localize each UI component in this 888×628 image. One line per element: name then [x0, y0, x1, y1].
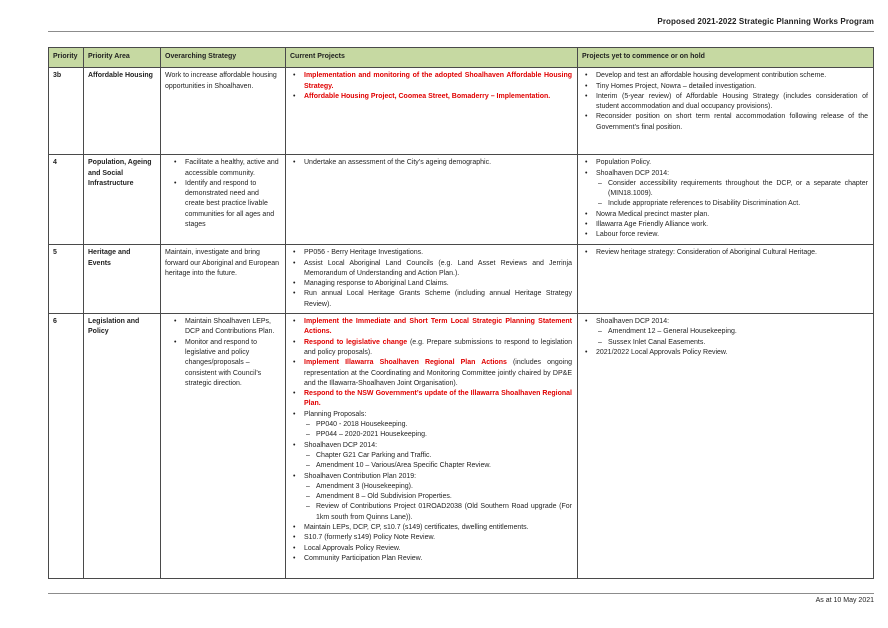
bullet-marker: • — [293, 290, 296, 298]
text-segment: Maintain LEPs, DCP, CP, s10.7 (s149) certificates, dwelling entitlements. — [304, 524, 529, 532]
item-text — [185, 338, 280, 389]
as-at-date: As at 10 May 2021 — [815, 597, 874, 605]
item-text — [304, 317, 572, 338]
text-segment: Reconsider position on short term rental accommodation following release of the Government’s final position. — [596, 113, 868, 131]
document-page — [48, 0, 874, 604]
item-text — [304, 338, 572, 359]
item-text — [304, 71, 572, 92]
text-segment: Monitor and respond to legislative and policy changes/proposals – consistent with Council’s strategic direction. — [185, 338, 262, 387]
bullet-marker: • — [293, 390, 296, 398]
text-segment: Maintain Shoalhaven LEPs, DCP and Contributions Plan. — [185, 318, 275, 336]
text-segment: PP040 - 2018 Housekeeping. — [316, 421, 408, 429]
text-segment: PP056 - Berry Heritage Investigations. — [304, 249, 424, 257]
text-segment: Chapter G21 Car Parking and Traffic. — [316, 451, 432, 459]
item-text — [304, 358, 572, 389]
text-segment: Tiny Homes Project, Nowra – detailed investigation. — [596, 82, 757, 90]
bullet-item — [290, 410, 572, 420]
bullet-item — [290, 289, 572, 310]
dash-item — [290, 430, 572, 440]
text-segment: Run annual Local Heritage Grants Scheme (including annual Heritage Strategy Review). — [304, 290, 572, 308]
text-segment: Amendment 12 – General Housekeeping. — [608, 328, 737, 336]
bullet-marker: • — [293, 92, 296, 100]
bullet-marker: • — [585, 318, 588, 326]
bullet-item — [290, 338, 572, 359]
bullet-marker: • — [585, 159, 588, 167]
text-segment: Amendment 8 – Old Subdivision Properties. — [316, 493, 452, 501]
item-text — [596, 92, 868, 113]
item-text — [304, 248, 572, 258]
bullet-item — [582, 348, 868, 358]
emphasis-segment: Implementation and monitoring of the adopted Shoalhaven Affordable Housing Strategy. — [304, 72, 572, 90]
bullet-item — [290, 533, 572, 543]
text-segment: (includes ongoing representation at the Coordinating and Monitoring Committee jointly chaired by DP&E and the Illawarra-Shoalhaven Joint Organisation). — [304, 359, 572, 387]
bullet-marker: • — [293, 338, 296, 346]
item-text — [596, 71, 868, 81]
bullet-item — [582, 220, 868, 230]
item-text — [596, 158, 868, 168]
item-text — [304, 259, 572, 280]
dash-item — [290, 492, 572, 502]
item-text — [304, 533, 572, 543]
bullet-item — [290, 92, 572, 102]
dash-item — [582, 179, 868, 200]
item-text — [596, 210, 868, 220]
item-text — [316, 492, 572, 502]
column-header-priority-area: Priority Area — [84, 48, 161, 68]
bullet-marker: • — [585, 221, 588, 229]
bullet-marker: • — [293, 249, 296, 257]
item-text — [304, 544, 572, 554]
text-segment: Amendment 3 (Housekeeping). — [316, 482, 413, 490]
dash-marker: – — [306, 493, 310, 501]
bullet-marker: • — [585, 82, 588, 90]
bullet-marker: • — [585, 231, 588, 239]
current-projects-cell — [286, 68, 578, 155]
emphasis-segment: Affordable Housing Project, Coomea Street, Bomaderry – Implementation. — [304, 92, 551, 100]
bullet-item — [582, 230, 868, 240]
item-text — [185, 158, 280, 179]
text-segment: Amendment 10 – Various/Area Specific Chapter Review. — [316, 462, 491, 470]
item-text — [304, 279, 572, 289]
works-program-table — [48, 47, 874, 579]
pending-projects-cell — [578, 314, 874, 579]
item-text — [185, 179, 280, 230]
item-text — [304, 410, 572, 420]
item-text — [608, 327, 868, 337]
text-segment: Managing response to Aboriginal Land Claims. — [304, 280, 449, 288]
bullet-marker: • — [585, 169, 588, 177]
dash-marker: – — [598, 328, 602, 336]
item-text — [608, 179, 868, 200]
bullet-item — [582, 169, 868, 179]
dash-marker: – — [306, 503, 310, 511]
item-text — [596, 169, 868, 179]
text-segment: Interim (5-year review) of Affordable Housing Strategy (includes consideration of student accommodation and dual occupancy provisions). — [596, 92, 868, 111]
dash-item — [290, 451, 572, 461]
bullet-marker: • — [293, 159, 296, 167]
item-text — [596, 112, 868, 133]
emphasis-segment: Respond to legislative change — [304, 338, 408, 346]
bullet-item — [290, 358, 572, 389]
current-projects-cell — [286, 314, 578, 579]
text-paragraph — [165, 71, 280, 92]
page-title: Proposed 2021-2022 Strategic Planning Works Program — [657, 17, 874, 26]
item-text — [304, 523, 572, 533]
strategy-cell — [161, 245, 286, 314]
bullet-item — [290, 158, 572, 168]
priority-area-cell: Population, Ageing and Social Infrastructure — [84, 155, 161, 245]
text-segment: Community Participation Plan Review. — [304, 554, 423, 562]
bullet-item — [165, 158, 280, 179]
pending-projects-cell — [578, 68, 874, 155]
strategy-cell — [161, 68, 286, 155]
current-projects-cell — [286, 155, 578, 245]
bullet-marker: • — [585, 92, 588, 100]
emphasis-segment: Respond to the NSW Government’s update of the Illawarra Shoalhaven Regional Plan. — [304, 390, 572, 408]
text-segment: Consider accessibility requirements throughout the DCP, or a separate chapter (MIN18.1009). — [608, 179, 868, 198]
text-segment: Local Approvals Policy Review. — [304, 544, 401, 552]
bullet-marker: • — [293, 359, 296, 367]
text-segment: Sussex Inlet Canal Easements. — [608, 338, 706, 346]
text-segment: Develop and test an affordable housing development contribution scheme. — [596, 72, 827, 80]
item-text — [304, 554, 572, 564]
bullet-item — [290, 554, 572, 564]
item-text — [316, 461, 572, 471]
item-text — [596, 230, 868, 240]
bullet-marker: • — [293, 280, 296, 288]
emphasis-segment: Implement the Immediate and Short Term Local Strategic Planning Statement Actions. — [304, 318, 572, 336]
text-segment: Include appropriate references to Disability Discrimination Act. — [608, 200, 801, 208]
table-header-row — [49, 48, 874, 68]
dash-marker: – — [306, 451, 310, 459]
bullet-item — [290, 71, 572, 92]
item-text — [596, 317, 868, 327]
priority-cell: 4 — [49, 155, 84, 245]
bullet-marker: • — [293, 534, 296, 542]
bullet-item — [582, 248, 868, 258]
bullet-item — [582, 158, 868, 168]
table-row — [49, 245, 874, 314]
text-segment: PP044 – 2020-2021 Housekeeping. — [316, 431, 427, 439]
strategy-cell — [161, 314, 286, 579]
priority-area-cell: Heritage and Events — [84, 245, 161, 314]
text-segment: Population Policy. — [596, 159, 652, 167]
bullet-item — [582, 71, 868, 81]
bullet-item — [165, 338, 280, 389]
bullet-item — [290, 248, 572, 258]
column-header-priority: Priority — [49, 48, 84, 68]
bullet-item — [290, 389, 572, 410]
bullet-marker: • — [174, 338, 177, 346]
text-segment: Planning Proposals: — [304, 410, 367, 418]
item-text — [304, 472, 572, 482]
table-row — [49, 155, 874, 245]
bullet-marker: • — [585, 72, 588, 80]
item-text — [304, 441, 572, 451]
bullet-marker: • — [293, 544, 296, 552]
bullet-item — [582, 92, 868, 113]
dash-marker: – — [598, 338, 602, 346]
dash-item — [290, 420, 572, 430]
priority-area-cell: Legislation and Policy — [84, 314, 161, 579]
item-text — [316, 451, 572, 461]
bullet-item — [290, 544, 572, 554]
column-header-current-projects: Current Projects — [286, 48, 578, 68]
bullet-item — [582, 317, 868, 327]
table-row — [49, 314, 874, 579]
dash-item — [290, 482, 572, 492]
bullet-item — [290, 441, 572, 451]
title-divider — [48, 31, 874, 32]
item-text — [596, 220, 868, 230]
item-text — [304, 389, 572, 410]
bullet-item — [290, 523, 572, 533]
text-segment: Assist Local Aboriginal Land Councils (e.g. Land Asset Reviews and Jerrinja Memorandum of Understanding and Action Plan.). — [304, 259, 572, 277]
dash-marker: – — [598, 179, 602, 187]
item-text — [304, 289, 572, 310]
text-paragraph — [165, 248, 280, 279]
bullet-marker: • — [174, 179, 177, 187]
bullet-marker: • — [293, 72, 296, 80]
bullet-marker: • — [293, 259, 296, 267]
column-header-overarching-strategy: Overarching Strategy — [161, 48, 286, 68]
bullet-item — [290, 279, 572, 289]
pending-projects-cell — [578, 155, 874, 245]
text-segment: Work to increase affordable housing opportunities in Shoalhaven. — [165, 72, 277, 90]
dash-item — [582, 199, 868, 209]
item-text — [316, 502, 572, 523]
item-text — [304, 92, 572, 102]
dash-item — [582, 327, 868, 337]
text-segment: Review of Contributions Project 01ROAD2038 (Old Southern Road upgrade (For 1km south from Quinns Lane)). — [316, 503, 572, 521]
text-segment: (e.g. Prepare submissions to respond to legislation and policy proposals). — [304, 338, 573, 356]
text-segment: Undertake an assessment of the City’s ageing demographic. — [304, 159, 492, 167]
emphasis-segment: Implement Illawarra Shoalhaven Regional Plan Actions — [304, 359, 507, 367]
dash-marker: – — [306, 431, 310, 439]
priority-cell: 6 — [49, 314, 84, 579]
bullet-marker: • — [174, 159, 177, 167]
bullet-item — [290, 259, 572, 280]
bullet-item — [582, 210, 868, 220]
bullet-item — [290, 317, 572, 338]
bullet-item — [582, 112, 868, 133]
current-projects-cell — [286, 245, 578, 314]
priority-cell: 3b — [49, 68, 84, 155]
bullet-marker: • — [174, 318, 177, 326]
priority-cell: 5 — [49, 245, 84, 314]
item-text — [185, 317, 280, 338]
pending-projects-cell — [578, 245, 874, 314]
bullet-marker: • — [585, 210, 588, 218]
item-text — [316, 482, 572, 492]
bullet-item — [290, 472, 572, 482]
bullet-marker: • — [293, 524, 296, 532]
item-text — [596, 82, 868, 92]
dash-marker: – — [306, 421, 310, 429]
item-text — [608, 199, 868, 209]
bullet-marker: • — [293, 472, 296, 480]
dash-marker: – — [306, 482, 310, 490]
bullet-item — [165, 179, 280, 230]
dash-marker: – — [306, 462, 310, 470]
item-text — [316, 430, 572, 440]
item-text — [596, 348, 868, 358]
table-body — [49, 68, 874, 579]
dash-item — [582, 338, 868, 348]
text-segment: Shoalhaven DCP 2014: — [304, 441, 378, 449]
bullet-marker: • — [585, 348, 588, 356]
text-segment: S10.7 (formerly s149) Policy Note Review. — [304, 534, 436, 542]
text-segment: Facilitate a healthy, active and accessible community. — [185, 159, 279, 177]
bullet-marker: • — [293, 410, 296, 418]
strategy-cell — [161, 155, 286, 245]
dash-item — [290, 461, 572, 471]
text-segment: Review heritage strategy: Consideration of Aboriginal Cultural Heritage. — [596, 249, 818, 257]
dash-item — [290, 502, 572, 523]
item-text — [304, 158, 572, 168]
text-segment: Labour force review. — [596, 231, 660, 239]
column-header-projects-on-hold: Projects yet to commence or on hold — [578, 48, 874, 68]
bullet-item — [165, 317, 280, 338]
text-segment: Shoalhaven DCP 2014: — [596, 169, 670, 177]
text-segment: Identify and respond to demonstrated need and create best practice livable communities for all ages and stages — [185, 179, 275, 229]
item-text — [608, 338, 868, 348]
text-segment: Maintain, investigate and bring forward our Aboriginal and European heritage into the future. — [165, 249, 280, 277]
bullet-item — [582, 82, 868, 92]
table-row — [49, 68, 874, 155]
item-text — [596, 248, 868, 258]
bullet-marker: • — [293, 441, 296, 449]
bullet-marker: • — [585, 249, 588, 257]
bullet-marker: • — [585, 113, 588, 121]
text-segment: Nowra Medical precinct master plan. — [596, 210, 710, 218]
text-segment: Illawarra Age Friendly Alliance work. — [596, 221, 709, 229]
text-segment: Shoalhaven DCP 2014: — [596, 318, 670, 326]
bullet-marker: • — [293, 554, 296, 562]
priority-area-cell: Affordable Housing — [84, 68, 161, 155]
item-text — [316, 420, 572, 430]
dash-marker: – — [598, 200, 602, 208]
bullet-marker: • — [293, 318, 296, 326]
text-segment: 2021/2022 Local Approvals Policy Review. — [596, 348, 728, 356]
text-segment: Shoalhaven Contribution Plan 2019: — [304, 472, 417, 480]
